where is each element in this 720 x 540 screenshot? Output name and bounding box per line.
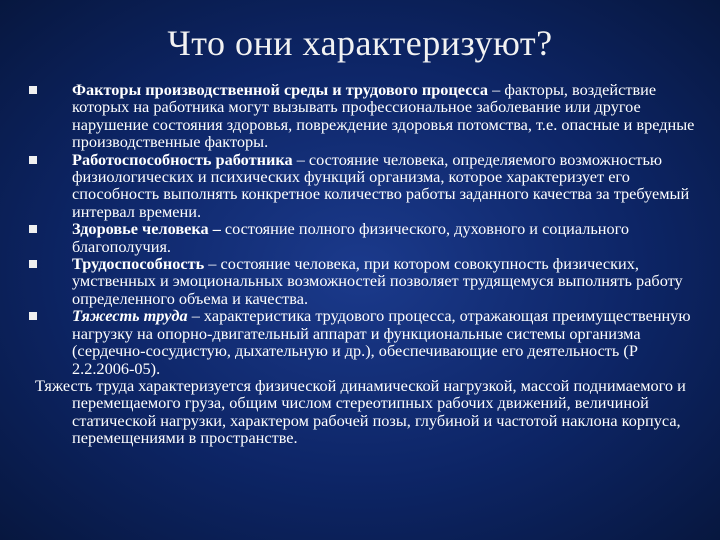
square-bullet-icon <box>29 225 37 233</box>
definition-labor-severity: – характеристика трудового процесса, отражающая преимущественную нагрузку на опорно-двигательный аппарат и функциональные системы организма (сердечно-сосудистую, дыхательную и др.), обеспечивающие его деятельность (Р 2.2.2006-05). <box>72 306 691 378</box>
term-labor-severity: Тяжесть труда <box>72 306 188 326</box>
list-item-health <box>25 220 697 255</box>
list-item-ability-to-work <box>25 255 697 307</box>
term-ability-to-work: Трудоспособность <box>72 254 205 274</box>
square-bullet-icon <box>29 156 37 164</box>
definition-work-capacity: – состояние человека, определяемого возможностью физиологических и психических функций организма, которое характеризует его способность выполнять конкретное количество работы заданного качества за требуемый интервал времени. <box>72 149 690 221</box>
definition-ability-to-work: – состояние человека, при котором совокупность физических, умственных и эмоциональных возможностей позволяет трудящемуся выполнять работу определенного объема и качества. <box>72 254 683 308</box>
square-bullet-icon <box>29 86 37 94</box>
list-item-factors <box>25 81 697 151</box>
labor-severity-note: Тяжесть труда характеризуется физической динамической нагрузкой, массой поднимаемого и перемещаемого груза, общим числом стереотипных рабочих движений, величиной статической нагрузки, характером рабочей позы, глубиной и частотой наклона корпуса, перемещениями в пространстве. <box>35 375 686 448</box>
definition-factors: – факторы, воздействие которых на работника могут вызывать профессиональное заболевание или другое нарушение состояния здоровья, повреждение здоровья потомства, т.е. опасные и вредные производственные факторы. <box>72 80 695 152</box>
slide-content <box>25 81 697 447</box>
term-factors: Факторы производственной среды и трудового процесса <box>72 80 489 99</box>
list-item-work-capacity <box>25 151 697 221</box>
square-bullet-icon <box>29 260 37 268</box>
definition-health: состояние полного физического, духовного и социального благополучия. <box>72 219 630 256</box>
slide-title: Что они характеризуют? <box>167 23 553 63</box>
term-health: Здоровье человека – <box>72 219 221 239</box>
list-item-labor-severity <box>25 307 697 377</box>
term-work-capacity: Работоспособность работника <box>72 149 293 169</box>
square-bullet-icon <box>29 312 37 320</box>
